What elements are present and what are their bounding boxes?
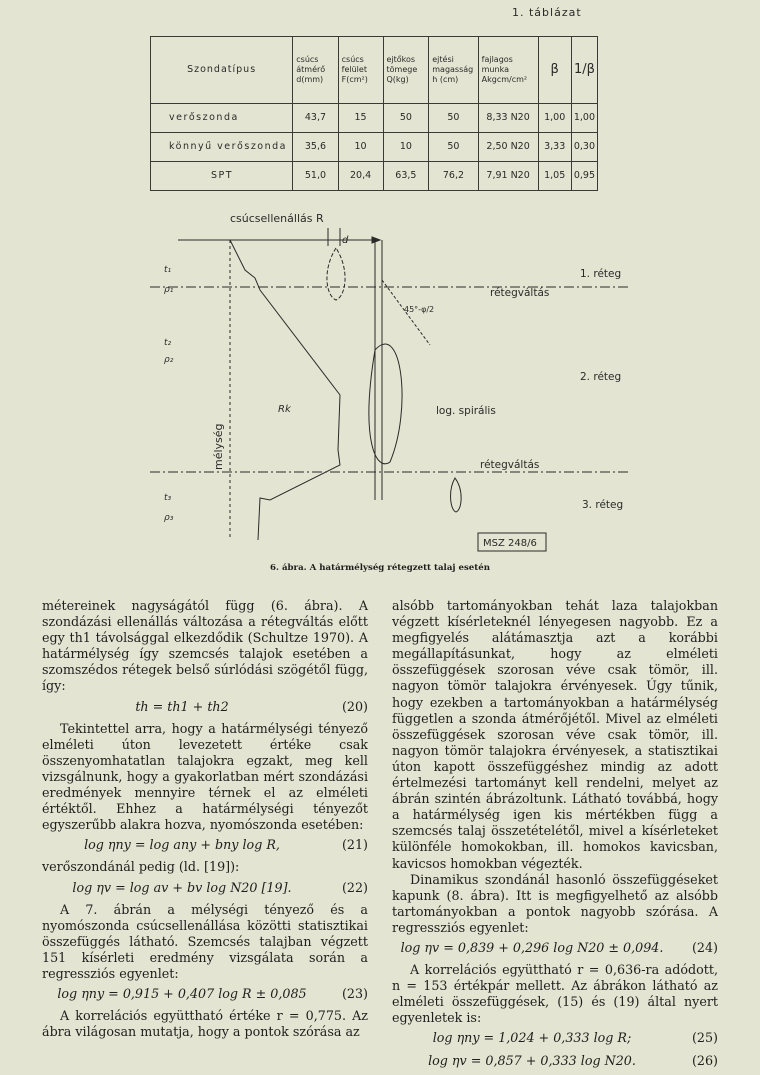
cell-area: 20,4 xyxy=(338,162,383,191)
layer-change-label: rétegváltás xyxy=(490,287,550,299)
cell-probe-name: verőszonda xyxy=(151,104,293,133)
header-tip-diameter: csúcs átmérő d(mm) xyxy=(293,37,338,104)
cell-diameter: 35,6 xyxy=(293,133,338,162)
cell-inverse-beta: 0,95 xyxy=(571,162,597,191)
paragraph: verőszondánál pedig (ld. [19]): xyxy=(42,859,240,875)
equation xyxy=(392,1030,718,1046)
paragraph: A korrelációs együttható értéke r = 0,775. Az ábra világosan mutatja, hogy a pontok szórása az xyxy=(42,1008,368,1040)
cell-height: 50 xyxy=(429,133,478,162)
equation-number: (26) xyxy=(691,1052,718,1068)
header-specific-work: fajlagos munka Akgcm/cm² xyxy=(478,37,538,104)
cell-probe-name: SPT xyxy=(151,162,293,191)
equation-expression: th = th1 + th2 xyxy=(135,698,229,714)
diameter-label: d xyxy=(342,235,349,246)
layer-change-label-2: rétegváltás xyxy=(480,459,540,471)
cell-mass: 63,5 xyxy=(383,162,429,191)
table-row xyxy=(151,133,598,162)
header-ram-mass: ejtőkos tömege Q(kg) xyxy=(383,37,429,104)
right-column xyxy=(392,598,718,1075)
header-inverse-beta: 1/β xyxy=(571,37,597,104)
cell-area: 10 xyxy=(338,133,383,162)
equation-number: (25) xyxy=(691,1030,718,1046)
header-drop-height: ejtési magasság h (cm) xyxy=(429,37,478,104)
standard-label: MSZ 248/6 xyxy=(483,538,537,549)
layer-3-label: 3. réteg xyxy=(582,499,624,511)
svg-text:ρ₃: ρ₃ xyxy=(164,513,174,523)
equation-number: (23) xyxy=(341,986,368,1002)
paragraph: alsóbb tartományokban tehát laza talajokban végzett kísérleteknél lényegesen nagyobb. Ez a megfigyelés alátámasztja azt a korábbi megállapításunkat, hogy az elméleti összefüggések szorosan véve csak tömör, ill. nagyon tömör talajokra érvényesek. Úgy tűnik, hogy ezekben a tartományokban a határmélység független a szonda átmérőjétől. Mivel az elméleti összefüggések szorosan véve csak tömör, ill. nagyon tömör talajokra érvényesek, a statisztikai úton kapott összefüggéshez mindig az adott értelmezési tartományt kell rendelni, melyet az ábrán szintén ábrázoltunk. Látható továbbá, hogy a határmélység igen kis mértékben függ a szemcsés talaj összetételétől, mivel a kísérleteket különféle homokokban, ill. homokos kavicsban, kavicsos homokban végezték. xyxy=(392,598,718,871)
equation xyxy=(42,699,368,715)
table-caption: 1. táblázat xyxy=(512,6,582,19)
paragraph: Dinamikus szondánál hasonló összefüggéseket kapunk (8. ábra). Itt is megfigyelhető az alsóbb tartományokban a pontok nagyobb szórása. A regressziós egyenlet: xyxy=(392,871,718,935)
cell-mass: 10 xyxy=(383,133,429,162)
cell-beta: 1,05 xyxy=(538,162,571,191)
paragraph: A 7. ábrán a mélységi tényező és a nyomószonda csúcsellenállása közötti statisztikai összefüggés látható. Szemcsés talajban végzett 151 kísérleti eredmény vizsgálata során a regressziós egyenlet: xyxy=(42,901,368,981)
equation-expression: log ηny = log any + bny log R, xyxy=(84,837,280,853)
svg-text:ρ₂: ρ₂ xyxy=(164,355,174,365)
equation-number: (22) xyxy=(341,879,368,895)
equation-expression: log ηv = log av + bv log N20 [19]. xyxy=(72,879,292,895)
equation xyxy=(392,1053,718,1069)
cell-beta: 1,00 xyxy=(538,104,571,133)
rk-label: Rk xyxy=(278,404,291,415)
cell-beta: 3,33 xyxy=(538,133,571,162)
table-header-row xyxy=(151,37,598,104)
cell-area: 15 xyxy=(338,104,383,133)
left-column xyxy=(42,598,368,1040)
equation-number: (20) xyxy=(341,698,368,714)
cell-height: 76,2 xyxy=(429,162,478,191)
failure-bulb xyxy=(327,248,345,300)
equation-expression: log ηv = 0,839 + 0,296 log N20 ± 0,094. xyxy=(400,939,664,955)
cell-work: 7,91 N20 xyxy=(478,162,538,191)
resistance-label: csúcsellenállás R xyxy=(230,212,324,225)
cell-mass: 50 xyxy=(383,104,429,133)
cell-diameter: 51,0 xyxy=(293,162,338,191)
equation xyxy=(392,940,718,956)
svg-text:t₃: t₃ xyxy=(164,493,172,503)
layer-1-label: 1. réteg xyxy=(580,268,622,280)
paragraph: Tekintettel arra, hogy a határmélységi tényező elméleti úton levezetett értéke csak összenyomhatatlan talajokra egzakt, meg kell vizsgálnunk, hogy a gyakorlatban mért szondázási eredmények mennyire térnek el az elméleti értéktől. Ehhez a határmélységi tényezőt egyszerűbb alakra hozva, nyomószonda esetében: xyxy=(42,720,368,833)
paragraph: métereinek nagyságától függ (6. ábra). A szondázási ellenállás változása a rétegváltás előtt egy th1 távolsággal elkezdődik (Schultze 1970). A határmélység így szemcsés talajok esetében a szomszédos rétegek belső súrlódási szögétől függ, így: xyxy=(42,598,368,694)
depth-label: mélység xyxy=(212,423,225,470)
equation xyxy=(42,986,368,1002)
spiral-label: log. spirális xyxy=(436,405,496,417)
cell-work: 2,50 N20 xyxy=(478,133,538,162)
equation xyxy=(42,880,368,896)
figure-caption: 6. ábra. A határmélység rétegzett talaj esetén xyxy=(270,563,490,573)
equation-expression: log ηny = 1,024 + 0,333 log R; xyxy=(432,1030,632,1046)
paragraph: A korrelációs együttható r = 0,636-ra adódott, n = 153 értékpár mellett. Az ábrákon látható az elméleti összefüggések, (15) és (19) által nyert egyenletek is: xyxy=(392,962,718,1026)
svg-text:ρ₁: ρ₁ xyxy=(164,285,174,295)
cell-inverse-beta: 0,30 xyxy=(571,133,597,162)
limit-depth-figure xyxy=(150,200,660,560)
header-probe-type: Szondatípus xyxy=(151,37,293,104)
table-row xyxy=(151,162,598,191)
resistance-curve xyxy=(230,240,340,540)
layer-2-label: 2. réteg xyxy=(580,371,622,383)
equation-number: (21) xyxy=(341,837,368,853)
arrow-head-icon xyxy=(372,237,380,243)
header-tip-area: csúcs felület F(cm²) xyxy=(338,37,383,104)
cell-probe-name: könnyű verőszonda xyxy=(151,133,293,162)
svg-text:t₂: t₂ xyxy=(164,338,172,348)
angle-label: 45°-φ/2 xyxy=(404,305,435,314)
cell-work: 8,33 N20 xyxy=(478,104,538,133)
cell-diameter: 43,7 xyxy=(293,104,338,133)
svg-text:t₁: t₁ xyxy=(164,265,172,275)
cell-height: 50 xyxy=(429,104,478,133)
equation-number: (24) xyxy=(691,939,718,955)
log-spiral-curve xyxy=(369,344,402,464)
cell-inverse-beta: 1,00 xyxy=(571,104,597,133)
equation-expression: log ηv = 0,857 + 0,333 log N20. xyxy=(428,1052,636,1068)
probe-table xyxy=(150,36,598,191)
failure-bulb xyxy=(451,478,462,512)
table-row xyxy=(151,104,598,133)
equation xyxy=(42,837,368,853)
equation-expression: log ηny = 0,915 + 0,407 log R ± 0,085 xyxy=(57,986,307,1002)
header-beta: β xyxy=(538,37,571,104)
